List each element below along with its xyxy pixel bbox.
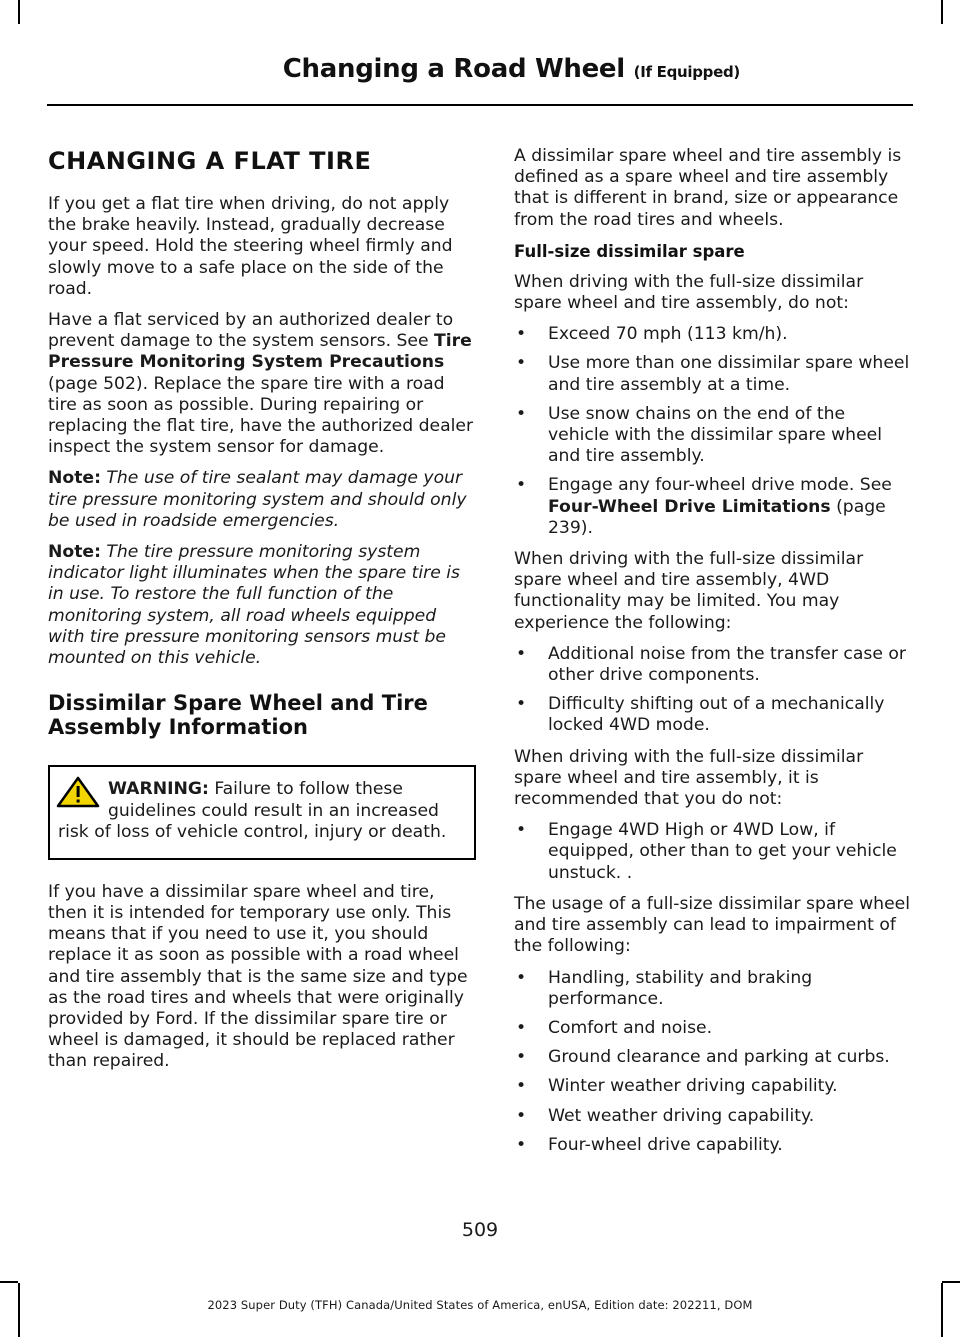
bullet: • bbox=[516, 967, 527, 988]
list-item-text: Comfort and noise. bbox=[548, 1017, 713, 1038]
cross-reference-link[interactable]: Tire Pressure Monitoring System Precautions bbox=[48, 331, 472, 373]
list-item-text: Use snow chains on the end of the vehicle with the dissimilar spare wheel and tire assembly. bbox=[548, 403, 882, 467]
note-label: Note: bbox=[48, 542, 101, 563]
crop-mark-bottom-left bbox=[0, 1281, 18, 1283]
right-column bbox=[514, 146, 910, 1166]
header-subtitle: (If Equipped) bbox=[633, 63, 740, 81]
page-number: 509 bbox=[461, 1219, 499, 1241]
list-item-text: Wet weather driving capability. bbox=[548, 1105, 815, 1126]
list-impairment bbox=[514, 968, 910, 1156]
list-item-text: Four-wheel drive capability. bbox=[548, 1134, 783, 1155]
text: Have a flat serviced by an authorized dealer to prevent damage to the system sensors. See bbox=[48, 310, 454, 352]
bullet: • bbox=[516, 1017, 527, 1038]
list-item bbox=[514, 404, 910, 468]
paragraph-service-flat bbox=[48, 310, 476, 458]
bullet: • bbox=[516, 643, 527, 664]
paragraph-do-not: When driving with the full-size dissimilar spare wheel and tire assembly, do not: bbox=[514, 271, 864, 314]
paragraph-dissimilar-spare: If you have a dissimilar spare wheel and tire, then it is intended for temporary use only. This means that if you need to use it, you should replace it as soon as possible with a road wheel and tire assembly that is the same size and type as the road tires and wheels that were originally provided by Ford. If the dissimilar spare tire or wheel is damaged, it should be replaced rather than repaired. bbox=[48, 881, 468, 1072]
section-heading: CHANGING A FLAT TIRE bbox=[48, 147, 372, 175]
page-header-title bbox=[140, 54, 740, 84]
list-item-text: Engage 4WD High or 4WD Low, if equipped, other than to get your vehicle unstuck. . bbox=[548, 820, 897, 883]
list-item bbox=[514, 968, 910, 1010]
bullet: • bbox=[516, 403, 527, 424]
list-item bbox=[514, 353, 910, 395]
list-item bbox=[514, 475, 910, 539]
paragraph-impairment: The usage of a full-size dissimilar spare wheel and tire assembly can lead to impairment of the following: bbox=[514, 893, 910, 957]
note-label: Note: bbox=[48, 468, 101, 489]
warning-body: Failure to follow these guidelines could result in an increased risk of loss of vehicle control, injury or death. bbox=[58, 779, 447, 843]
bullet: • bbox=[516, 1134, 527, 1155]
list-item bbox=[514, 694, 910, 736]
left-column bbox=[48, 146, 476, 1083]
list-item-text: Winter weather driving capability. bbox=[548, 1076, 838, 1097]
paragraph-flat-tire-driving: If you get a flat tire when driving, do not apply the brake heavily. Instead, gradually decrease your speed. Hold the steering wheel firmly and slowly move to a safe place on the side of the road. bbox=[48, 194, 453, 299]
list-experience bbox=[514, 644, 910, 737]
bullet: • bbox=[516, 820, 527, 841]
list-item bbox=[514, 1106, 910, 1127]
crop-mark-top-left bbox=[18, 0, 20, 24]
list-do-not bbox=[514, 324, 910, 539]
list-item-text: Exceed 70 mph (113 km/h). bbox=[548, 324, 788, 345]
list-recommended bbox=[514, 820, 910, 884]
bullet: • bbox=[516, 475, 527, 496]
paragraph-definition: A dissimilar spare wheel and tire assembly is defined as a spare wheel and tire assembly that is different in brand, size or appearance from the road tires and wheels. bbox=[514, 146, 902, 230]
subsection-heading-full-size: Full-size dissimilar spare bbox=[514, 241, 745, 261]
list-item bbox=[514, 1135, 910, 1156]
paragraph-recommended: When driving with the full-size dissimilar spare wheel and tire assembly, it is recommended that you do not: bbox=[514, 746, 864, 810]
list-item bbox=[514, 1076, 910, 1097]
warning-box bbox=[48, 765, 476, 860]
note-indicator-light bbox=[48, 542, 476, 669]
list-item-text: Use more than one dissimilar spare wheel and tire assembly at a time. bbox=[548, 353, 910, 395]
list-item bbox=[514, 324, 910, 345]
bullet: • bbox=[516, 1047, 527, 1068]
warning-label: WARNING: bbox=[108, 779, 209, 800]
note-text: The tire pressure monitoring system indicator light illuminates when the spare tire is in use. To restore the full function of the monitoring system, all road wheels equipped with tire pressure monitoring sensors must be mounted on this vehicle. bbox=[48, 542, 460, 669]
list-item-text: Difficulty shifting out of a mechanically locked 4WD mode. bbox=[548, 694, 885, 736]
subsection-heading: Dissimilar Spare Wheel and Tire Assembly Information bbox=[48, 691, 428, 740]
list-item-text: (page 239). bbox=[548, 496, 886, 538]
text: (page 502). Replace the spare tire with a road tire as soon as possible. During repairing or replacing the flat tire, have the authorized dealer inspect the system sensor for damage. bbox=[48, 373, 474, 458]
warning-triangle-icon bbox=[56, 775, 104, 809]
list-item-text: Engage any four-wheel drive mode. See bbox=[548, 475, 892, 496]
note-sealant bbox=[48, 468, 476, 532]
header-divider bbox=[47, 104, 913, 106]
list-item bbox=[514, 1047, 910, 1068]
page-footer: 2023 Super Duty (TFH) Canada/United States of America, enUSA, Edition date: 202211, DOM bbox=[207, 1298, 753, 1312]
note-text: The use of tire sealant may damage your tire pressure monitoring system and should only be used in roadside emergencies. bbox=[48, 468, 467, 531]
list-item-text: Handling, stability and braking performance. bbox=[548, 967, 813, 1009]
bullet: • bbox=[516, 694, 527, 715]
paragraph-4wd-limited: When driving with the full-size dissimilar spare wheel and tire assembly, 4WD functionality may be limited. You may experience the following: bbox=[514, 549, 864, 633]
list-item-text: Additional noise from the transfer case or other drive components. bbox=[548, 643, 906, 686]
cross-reference-link[interactable]: Four-Wheel Drive Limitations bbox=[548, 496, 831, 517]
list-item bbox=[514, 820, 910, 884]
header-title-text: Changing a Road Wheel bbox=[282, 54, 625, 84]
list-item bbox=[514, 1018, 910, 1039]
bullet: • bbox=[516, 1105, 527, 1126]
bullet: • bbox=[516, 324, 527, 345]
list-item-text: Ground clearance and parking at curbs. bbox=[548, 1047, 890, 1068]
warning-text bbox=[58, 779, 466, 844]
list-item bbox=[514, 644, 910, 686]
crop-mark-top-right bbox=[941, 0, 943, 24]
bullet: • bbox=[516, 353, 527, 374]
bullet: • bbox=[516, 1076, 527, 1097]
crop-mark-bottom-right bbox=[942, 1281, 960, 1283]
